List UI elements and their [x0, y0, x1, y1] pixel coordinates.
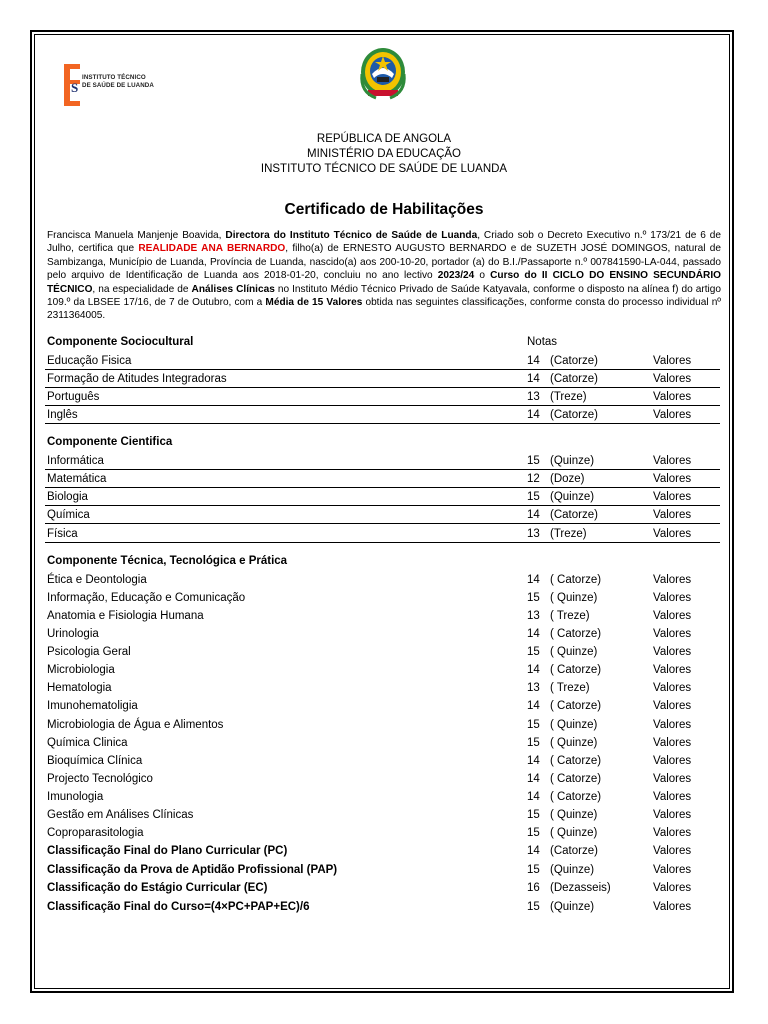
header-republic: REPÚBLICA DE ANGOLA [316, 133, 452, 145]
para-text-2: , Criado sob o Decreto Executivo n.º 173/21 de 6 de Julho, certifica que [47, 230, 721, 255]
table-row [45, 624, 720, 642]
grade-words: ( Treze) [550, 682, 590, 694]
grade-number: 14 [527, 791, 540, 803]
table-row [45, 505, 720, 524]
school-logo-mark-icon [62, 62, 82, 108]
para-specialty: Análises Clínicas [191, 283, 275, 295]
grade-words: (Doze) [550, 473, 585, 485]
grade-number: 14 [527, 574, 540, 586]
grade-unit: Valores [653, 592, 692, 604]
grade-unit: Valores [653, 355, 692, 367]
subject-name: Português [47, 391, 100, 403]
table-row [45, 451, 720, 470]
grade-words: ( Quinze) [550, 827, 598, 839]
table-row [45, 369, 720, 388]
table-row [45, 696, 720, 714]
angola-emblem-icon [356, 44, 410, 104]
grade-unit: Valores [653, 791, 692, 803]
subject-name: Matemática [47, 473, 107, 485]
table-row [45, 487, 720, 506]
grade-number: 15 [527, 737, 540, 749]
grade-number: 15 [527, 901, 540, 913]
para-director-title: Directora do Instituto Técnico de Saúde de Luanda [225, 230, 478, 241]
grade-number: 14 [527, 700, 540, 712]
subject-name: Formação de Atitudes Integradoras [47, 373, 227, 385]
table-row [45, 841, 720, 859]
grade-unit: Valores [653, 628, 692, 640]
grade-unit: Valores [653, 391, 692, 403]
table-row [45, 805, 720, 823]
grade-number: 14 [527, 355, 540, 367]
grade-number: 14 [527, 664, 540, 676]
grade-words: (Catorze) [550, 355, 598, 367]
grade-number: 15 [527, 592, 540, 604]
subject-name: Imunologia [47, 791, 104, 803]
table-row [45, 751, 720, 769]
table-row [45, 606, 720, 624]
subject-name: Urinologia [47, 628, 99, 640]
grade-number: 15 [527, 455, 540, 467]
para-text-5: , na especialidade de [92, 283, 192, 295]
grade-words: ( Quinze) [550, 737, 598, 749]
subject-name: Ética e Deontologia [47, 574, 147, 586]
grade-number: 14 [527, 373, 540, 385]
para-course-name: Curso do II CICLO DO ENSINO SECUNDÁRIO TÉCNICO [47, 270, 721, 295]
subject-name: Informática [47, 455, 104, 467]
section-heading-cientifica: Componente Cientifica [47, 436, 173, 448]
subject-name: Classificação da Prova de Aptidão Profissional (PAP) [47, 864, 338, 876]
para-school-year: 2023/24 [437, 270, 475, 282]
grades-column-header: Notas [527, 336, 558, 348]
grade-number: 14 [527, 409, 540, 421]
grade-unit: Valores [653, 574, 692, 586]
subject-name: Biologia [47, 491, 88, 503]
table-row [45, 860, 720, 878]
table-row [45, 387, 720, 406]
grade-words: (Catorze) [550, 845, 598, 857]
grade-words: ( Quinze) [550, 646, 598, 658]
school-logo [62, 62, 162, 108]
grade-number: 13 [527, 391, 540, 403]
grade-unit: Valores [653, 664, 692, 676]
grade-unit: Valores [653, 455, 692, 467]
subject-name: Informação, Educação e Comunicação [47, 592, 246, 604]
grade-unit: Valores [653, 409, 692, 421]
grade-unit: Valores [653, 755, 692, 767]
grade-unit: Valores [653, 901, 692, 913]
grade-words: ( Catorze) [550, 791, 602, 803]
certificate-title: Certificado de Habilitações [284, 201, 484, 218]
subject-name: Anatomia e Fisiologia Humana [47, 610, 204, 622]
subject-name: Imunohematoligia [47, 700, 138, 712]
table-row [45, 897, 720, 915]
header-institute: INSTITUTO TÉCNICO DE SAÚDE DE LUANDA [260, 163, 508, 175]
subject-name: Bioquímica Clínica [47, 755, 143, 767]
para-text-4: o [474, 270, 491, 282]
grade-words: ( Catorze) [550, 773, 602, 785]
table-row [45, 570, 720, 588]
table-row [45, 733, 720, 751]
subject-name: Classificação Final do Curso=(4×PC+PAP+EC)/6 [47, 901, 310, 913]
table-row [45, 405, 720, 424]
grade-unit: Valores [653, 864, 692, 876]
grade-number: 12 [527, 473, 540, 485]
grade-number: 14 [527, 755, 540, 767]
grade-unit: Valores [653, 882, 692, 894]
grade-unit: Valores [653, 509, 692, 521]
subject-name: Projecto Tecnológico [47, 773, 153, 785]
table-row [45, 588, 720, 606]
para-average: Média de 15 Valores [265, 297, 363, 309]
section-heading-sociocultural: Componente Sociocultural [47, 336, 194, 348]
grade-words: (Catorze) [550, 373, 598, 385]
subject-name: Física [47, 528, 78, 540]
table-row [45, 878, 720, 896]
grade-unit: Valores [653, 719, 692, 731]
grade-words: ( Treze) [550, 610, 590, 622]
grade-number: 14 [527, 509, 540, 521]
grade-number: 13 [527, 610, 540, 622]
table-row [45, 823, 720, 841]
grade-number: 15 [527, 646, 540, 658]
table-row [45, 524, 720, 543]
grade-words: ( Catorze) [550, 574, 602, 586]
grade-words: (Dezasseis) [550, 882, 611, 894]
table-row [45, 660, 720, 678]
header-ministry: MINISTÉRIO DA EDUCAÇÃO [307, 148, 461, 160]
grade-unit: Valores [653, 646, 692, 658]
grade-number: 15 [527, 809, 540, 821]
grade-unit: Valores [653, 682, 692, 694]
school-logo-line2: DE SAÚDE DE LUANDA [82, 82, 154, 89]
grade-unit: Valores [653, 610, 692, 622]
subject-name: Educação Fisica [47, 355, 132, 367]
grade-unit: Valores [653, 809, 692, 821]
grade-words: (Quinze) [550, 491, 595, 503]
table-row [45, 469, 720, 488]
grade-number: 15 [527, 827, 540, 839]
grade-unit: Valores [653, 373, 692, 385]
grade-words: ( Catorze) [550, 664, 602, 676]
grade-unit: Valores [653, 528, 692, 540]
subject-name: Hematologia [47, 682, 112, 694]
table-row [45, 787, 720, 805]
para-text-3: , filho(a) de ERNESTO AUGUSTO BERNARDO e de SUZETH JOSÉ DOMINGOS, natural de Sambizanga, Município de Luanda, Província de Luanda, nascido(a) aos 200-10-20, portador (a) do B.I./Passaporte n.º 007841590-LA-044, passado pelo arquivo de Identificação de Luanda aos 2018-01-20, concluiu no ano lectivo [47, 243, 722, 282]
student-name: REALIDADE ANA BERNARDO [138, 243, 286, 255]
subject-name: Classificação do Estágio Curricular (EC) [47, 882, 268, 894]
grade-words: ( Quinze) [550, 809, 598, 821]
grade-words: (Treze) [550, 528, 587, 540]
grade-words: (Catorze) [550, 409, 598, 421]
grade-number: 14 [527, 773, 540, 785]
grade-words: (Quinze) [550, 901, 595, 913]
grade-unit: Valores [653, 491, 692, 503]
school-logo-text [82, 74, 154, 90]
table-row [45, 715, 720, 733]
grade-words: (Catorze) [550, 509, 598, 521]
grade-number: 13 [527, 528, 540, 540]
grade-unit: Valores [653, 737, 692, 749]
grade-number: 15 [527, 719, 540, 731]
certificate-body-paragraph [47, 229, 721, 323]
grade-words: ( Quinze) [550, 719, 598, 731]
subject-name: Química Clinica [47, 737, 128, 749]
svg-text:S: S [71, 80, 79, 95]
subject-name: Coproparasitologia [47, 827, 144, 839]
table-row [45, 678, 720, 696]
grade-number: 14 [527, 628, 540, 640]
table-row [45, 642, 720, 660]
grade-words: ( Quinze) [550, 592, 598, 604]
para-text-1: Francisca Manuela Manjenje Boavida, [47, 230, 226, 241]
subject-name: Química [47, 509, 90, 521]
subject-name: Microbiologia [47, 664, 115, 676]
para-text-7: obtida nas seguintes classificações, conforme consta do processo individual nº 2311364005. [47, 297, 721, 322]
table-row [45, 769, 720, 787]
grade-number: 13 [527, 682, 540, 694]
grade-unit: Valores [653, 700, 692, 712]
grade-unit: Valores [653, 827, 692, 839]
para-text-6: no Instituto Médio Técnico Privado de Saúde Katyavala, conforme o disposto na alínea f) do artigo 109.º da LBSEE 17/16, de 7 de Outubro, com a [47, 283, 721, 309]
grade-number: 15 [527, 864, 540, 876]
grade-words: ( Catorze) [550, 700, 602, 712]
grade-number: 16 [527, 882, 540, 894]
grade-unit: Valores [653, 773, 692, 785]
subject-name: Gestão em Análises Clínicas [47, 809, 194, 821]
grade-number: 15 [527, 491, 540, 503]
grade-words: ( Catorze) [550, 755, 602, 767]
subject-name: Psicologia Geral [47, 646, 131, 658]
grade-words: (Quinze) [550, 455, 595, 467]
subject-name: Microbiologia de Água e Alimentos [47, 719, 224, 731]
grade-words: (Treze) [550, 391, 587, 403]
section-heading-tecnica: Componente Técnica, Tecnológica e Prática [47, 555, 288, 567]
grade-words: (Quinze) [550, 864, 595, 876]
grade-number: 14 [527, 845, 540, 857]
subject-name: Classificação Final do Plano Curricular (PC) [47, 845, 288, 857]
grade-unit: Valores [653, 473, 692, 485]
table-row [45, 351, 720, 370]
grade-unit: Valores [653, 845, 692, 857]
school-logo-line1: INSTITUTO TÉCNICO [82, 74, 146, 81]
subject-name: Inglês [47, 409, 78, 421]
grade-words: ( Catorze) [550, 628, 602, 640]
